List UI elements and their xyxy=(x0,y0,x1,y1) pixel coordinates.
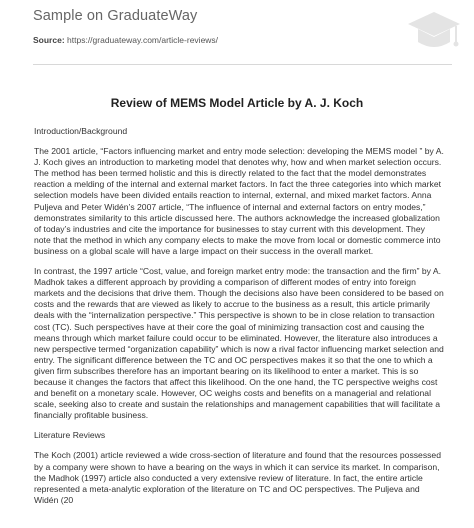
source-url[interactable]: https://graduateway.com/article-reviews/ xyxy=(67,35,219,45)
source-line xyxy=(33,35,453,45)
document-body xyxy=(34,126,444,515)
graduation-cap-icon xyxy=(406,6,462,58)
section-heading-literature-reviews: Literature Reviews xyxy=(34,430,106,441)
paragraph: The 2001 article, “Factors influencing market and entry mode selection: developing the MEMS model ” by A. J. Koch gives an introduction to marketing model that denotes why, how and when market selection occurs. The method has been termed holistic and this is directly related to the fact that the model demonstrates reaction a melding of the internal and external market factors. In fact the three categories into which market selection models have been divided entails reaction to internal, external, and mixed market factors. Anna Puljeva and Peter Widén’s 2007 article, “The influence of internal and external factors on entry modes,” demonstrates similarity to this article discussed here. The authors acknowledge the increased globalization of today’s industries and cite the importance for businesses to stay current with this development. They note that the method in which any company elects to make the move from local or domestic commerce into business on a global scale will have a large impact on their success in the overall market. xyxy=(34,146,444,256)
section-heading-introduction: Introduction/Background xyxy=(34,126,128,136)
document-title: Review of MEMS Model Article by A. J. Koch xyxy=(110,96,364,110)
header-divider xyxy=(33,64,452,65)
paragraph: The Koch (2001) article reviewed a wide cross-section of literature and found that the resources possessed by a company were shown to have a bearing on the ways in which it can service its market. In comparison, the Madhok (1997) article also conducted a very extensive review of literature. In fact, the entire article represented a meta-analytic exploration of the literature on TC and OC perspectives. The Puljeva and Widén (20 xyxy=(34,450,441,505)
paragraph: In contrast, the 1997 article “Cost, value, and foreign market entry mode: the transaction and the firm” by A. Madhok takes a different approach by providing a comparison of different modes of entry into foreign markets and the decisions that drive them. Though the decisions also have been considered to be based on costs and the rewards that are viewed as likely to accrue to the business as a result, this article primarily deals with the “internalization perspective.” This perspective is shown to be in close relation to transaction cost (TC). Such perspectives have at their core the goal of minimizing transaction cost and causing the means through which market failure could occur to be eliminated. However, the literature also introduces a new perspective termed “organization capability” which is now a rival factor influencing market selection and entry. The significant difference between the TC and OC perspectives makes it so that the one to which a given firm subscribes therefore has an important bearing on its likelihood to enter a market. This is so because it changes the factors that affect this likelihood. On the one hand, the TC perspective weighs cost and benefit on a monetary scale. However, OC weighs costs and benefits on a managerial and relational scale, seeking also to create and sustain the relationships and management capabilities that will facilitate a financially profitable business. xyxy=(34,266,444,421)
page-header xyxy=(33,8,453,58)
source-label: Source: xyxy=(33,35,65,45)
site-name[interactable]: Sample on GraduateWay xyxy=(33,8,198,24)
